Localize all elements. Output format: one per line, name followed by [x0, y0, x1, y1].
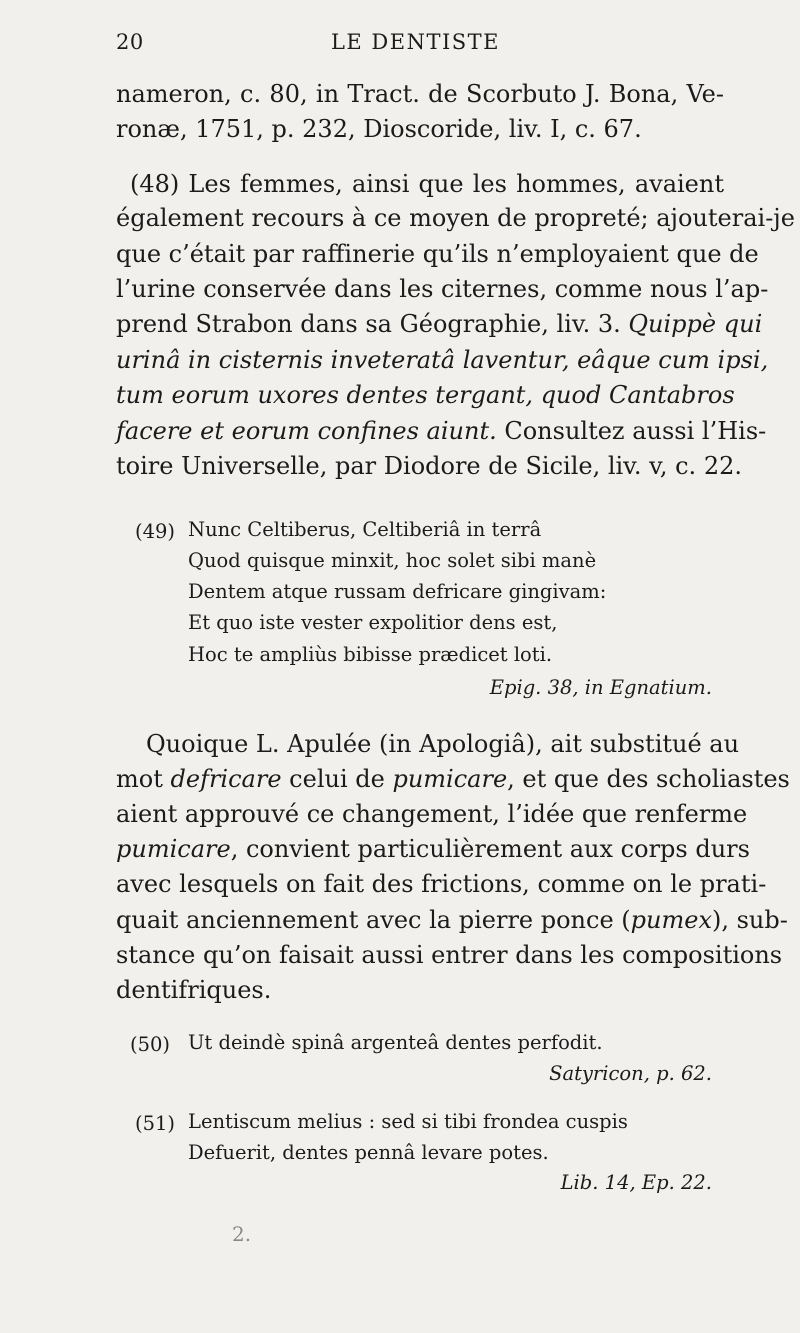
running-header [116, 30, 715, 62]
note-50-source: Satyricon, p. 62. [549, 1062, 712, 1085]
note-49-source: Epig. 38, in Egnatium. [489, 676, 712, 699]
paragraph-line: aient approuvé ce changement, l’idée que renferme [116, 800, 748, 828]
note-50-label: (50) [130, 1033, 171, 1056]
note-48-roman: prend Strabon dans sa Géographie, liv. 3. [116, 310, 621, 338]
page-number: 20 [116, 30, 144, 54]
verse-line: Quod quisque minxit, hoc solet sibi manè [188, 549, 597, 572]
verse-line: Et quo iste vester expolitior dens est, [188, 611, 558, 634]
text-line: nameron, c. 80, in Tract. de Scorbuto J. Bona, Ve- [116, 80, 724, 108]
verse-line: Dentem atque russam defricare gingivam: [188, 580, 607, 603]
note-48-line: l’urine conservée dans les citernes, comme nous l’ap- [116, 275, 769, 303]
verse-line: Nunc Celtiberus, Celtiberiâ in terrâ [188, 518, 542, 541]
note-48-line: toire Universelle, par Diodore de Sicile, liv. v, c. 22. [116, 452, 742, 480]
paragraph-line: Quoique L. Apulée (in Apologiâ), ait substitué au [146, 730, 740, 758]
paragraph-line: avec lesquels on fait des frictions, comme on le prati- [116, 870, 767, 898]
note-48-latin: Quippè qui [628, 310, 763, 338]
verse-line: Defuerit, dentes pennâ levare potes. [188, 1141, 549, 1164]
note-49-label: (49) [135, 520, 176, 543]
note-51-source: Lib. 14, Ep. 22. [560, 1171, 712, 1194]
verse-line: Hoc te ampliùs bibisse prædicet loti. [188, 643, 553, 666]
note-48-line [116, 417, 767, 445]
note-48-latin-line: urinâ in cisternis inveteratâ laventur, eâque cum ipsi, [116, 346, 769, 374]
note-50-text: Ut deindè spinâ argenteâ dentes perfodit. [188, 1031, 603, 1054]
paragraph-line: stance qu’on faisait aussi entrer dans les compositions [116, 941, 783, 969]
note-51-label: (51) [135, 1112, 176, 1135]
signature-mark: 2. [232, 1222, 252, 1246]
text-line: ronæ, 1751, p. 232, Dioscoride, liv. I, c. 67. [116, 115, 642, 143]
paragraph-line: mot defricare celui de pumicare, et que des scholiastes [116, 765, 790, 793]
note-48-line [116, 310, 763, 338]
note-48-line: que c’était par raffinerie qu’ils n’employaient que de [116, 240, 759, 268]
paragraph-line: pumicare, convient particulièrement aux corps durs [116, 835, 750, 863]
note-48-roman: Consultez aussi l’His- [504, 417, 767, 445]
verse-line: Lentiscum melius : sed si tibi frondea cuspis [188, 1110, 628, 1133]
running-title: LE DENTISTE [330, 30, 501, 54]
note-48-line: (48) Les femmes, ainsi que les hommes, avaient [130, 170, 724, 198]
note-48-latin: facere et eorum confines aiunt. [116, 417, 497, 445]
note-48-latin-line: tum eorum uxores dentes tergant, quod Cantabros [116, 381, 735, 409]
paragraph-line: quait anciennement avec la pierre ponce (pumex), sub- [116, 906, 788, 934]
note-48-line: également recours à ce moyen de propreté; ajouterai-je [116, 204, 795, 232]
paragraph-line: dentifriques. [116, 976, 272, 1004]
